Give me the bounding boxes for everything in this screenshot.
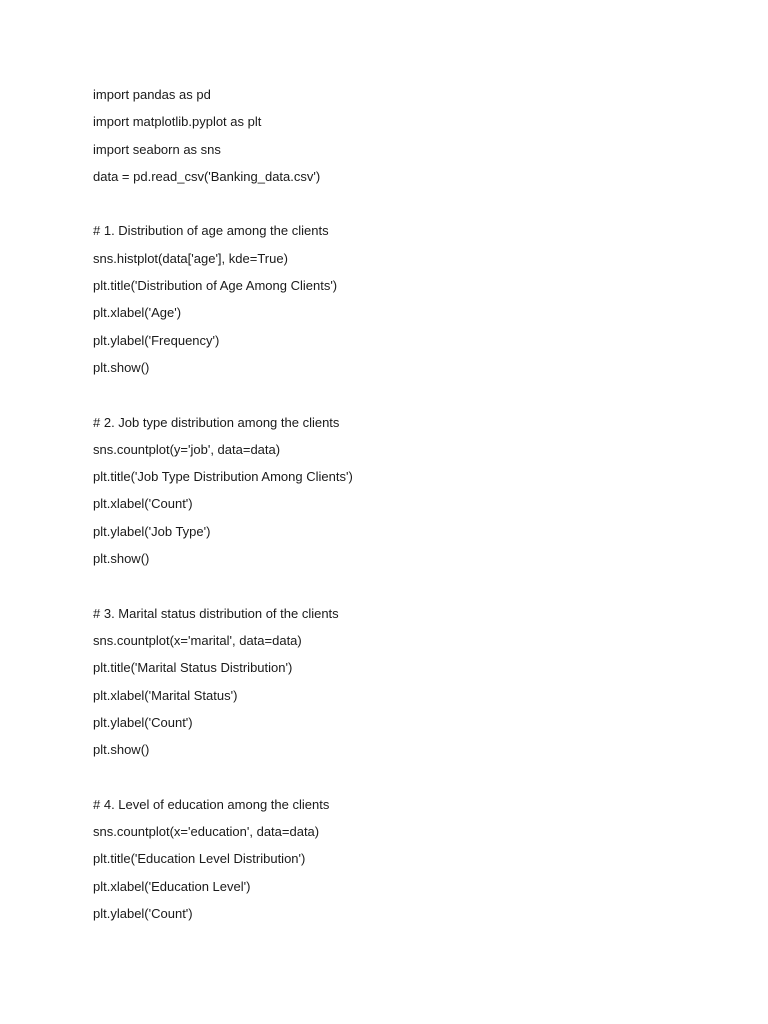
blank-line	[93, 195, 713, 213]
comment-line: # 1. Distribution of age among the clients	[93, 223, 329, 239]
blank-line	[93, 768, 713, 786]
code-text-block	[93, 86, 713, 932]
code-line: sns.countplot(x='education', data=data)	[93, 824, 320, 840]
code-line: plt.xlabel('Age')	[93, 305, 182, 321]
code-line: plt.show()	[93, 359, 150, 375]
code-line: plt.title('Marital Status Distribution')	[93, 660, 293, 676]
code-line: import pandas as pd	[93, 87, 211, 102]
code-line: plt.show()	[93, 742, 150, 758]
code-line: plt.title('Job Type Distribution Among Clients')	[93, 469, 353, 485]
code-line: sns.countplot(x='marital', data=data)	[93, 632, 302, 648]
comment-line: # 2. Job type distribution among the clients	[93, 414, 340, 430]
code-line: plt.xlabel('Marital Status')	[93, 687, 238, 703]
code-line: plt.title('Education Level Distribution')	[93, 851, 306, 867]
code-line: plt.show()	[93, 551, 150, 567]
blank-line	[93, 386, 713, 404]
comment-line: # 4. Level of education among the clients	[93, 796, 330, 812]
code-line: plt.ylabel('Count')	[93, 714, 193, 730]
code-line: plt.ylabel('Job Type')	[93, 523, 211, 539]
code-line: sns.histplot(data['age'], kde=True)	[93, 250, 288, 266]
code-line: plt.xlabel('Count')	[93, 496, 193, 512]
comment-line: # 3. Marital status distribution of the clients	[93, 605, 339, 621]
code-line: plt.ylabel('Count')	[93, 905, 193, 921]
code-line: plt.title('Distribution of Age Among Clients')	[93, 278, 338, 294]
code-line: data = pd.read_csv('Banking_data.csv')	[93, 168, 321, 184]
blank-line	[93, 577, 713, 595]
code-line: plt.xlabel('Education Level')	[93, 878, 251, 894]
code-line: sns.countplot(y='job', data=data)	[93, 441, 281, 457]
code-line: plt.ylabel('Frequency')	[93, 332, 220, 348]
code-line: import matplotlib.pyplot as plt	[93, 114, 262, 130]
code-line: import seaborn as sns	[93, 141, 221, 157]
